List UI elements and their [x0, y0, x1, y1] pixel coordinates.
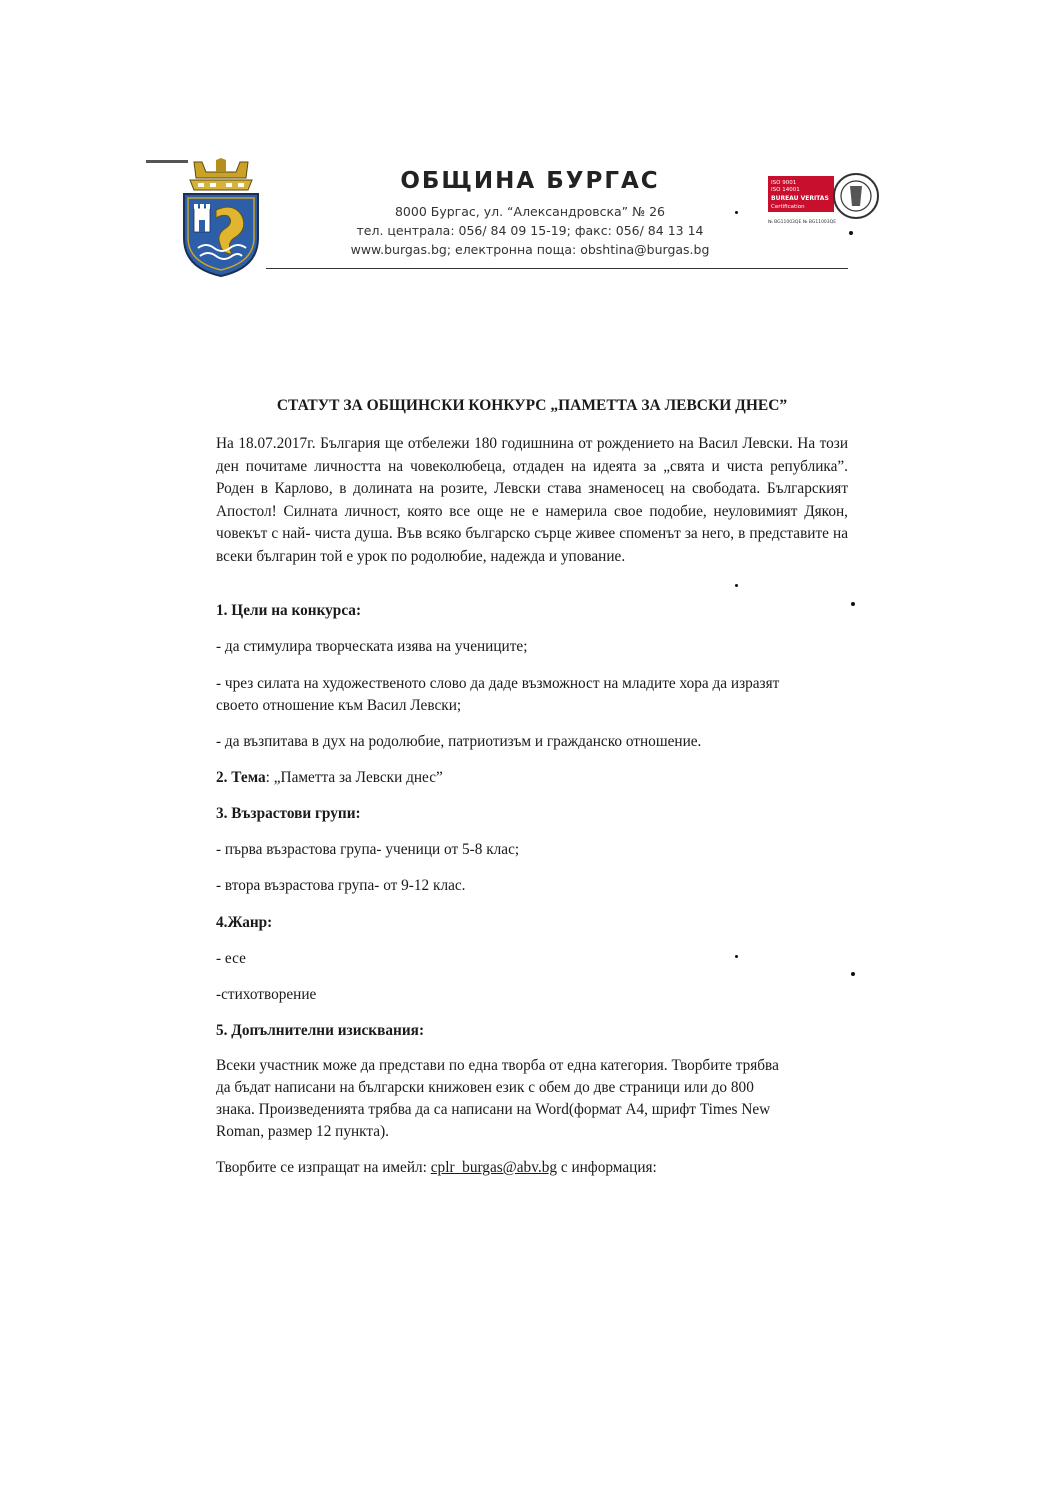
- document-title: СТАТУТ ЗА ОБЩИНСКИ КОНКУРС „ПАМЕТТА ЗА ЛЕВСКИ ДНЕС”: [276, 397, 788, 414]
- scan-speck: [851, 972, 855, 976]
- scan-speck: [849, 231, 853, 235]
- section-1-item: - да възпитава в дух на родолюбие, патриотизъм и гражданско отношение.: [216, 733, 702, 750]
- section-1-item: - да стимулира творческата изява на учениците;: [216, 638, 528, 655]
- section-4-item: -стихотворение: [216, 986, 317, 1003]
- section-2-line: [216, 767, 856, 790]
- section-5-text: знака. Произведенията трябва да са написани на Word(формат А4, шрифт Times New: [216, 1101, 771, 1118]
- submission-line: [216, 1157, 856, 1180]
- section-3-item: - първа възрастова група- ученици от 5-8 клас;: [216, 841, 520, 858]
- section-3-heading: 3. Възрастови групи:: [216, 805, 361, 822]
- submission-email-link[interactable]: cplr_burgas@abv.bg: [430, 1159, 557, 1176]
- web-email-line: www.burgas.bg; електронна поща: obshtina@burgas.bg: [350, 242, 710, 257]
- submission-suffix: с информация:: [557, 1159, 657, 1176]
- section-2-text: : „Паметта за Левски днес”: [265, 769, 443, 786]
- section-2-heading: 2. Тема: [216, 769, 266, 786]
- section-4-item: - есе: [216, 950, 246, 967]
- section-5-heading: 5. Допълнителни изисквания:: [216, 1022, 425, 1039]
- section-5-text: Roman, размер 12 пункта).: [216, 1123, 389, 1140]
- section-5-text: да бъдат написани на български книжовен език с обем до две страници или до 800: [216, 1079, 754, 1096]
- section-3-item: - втора възрастова група- от 9-12 клас.: [216, 877, 466, 894]
- section-4-heading: 4.Жанр:: [216, 914, 273, 931]
- svg-text:BUREAU VERITAS: BUREAU VERITAS: [771, 195, 829, 202]
- submission-prefix: Творбите се изпращат на имейл:: [216, 1159, 431, 1176]
- scan-speck: [735, 584, 738, 587]
- section-1-heading: 1. Цели на конкурса:: [216, 602, 362, 619]
- svg-text:ISO 14001: ISO 14001: [771, 187, 800, 193]
- phone-line: тел. централа: 056/ 84 09 15-19; факс: 056/ 84 13 14: [356, 223, 704, 238]
- svg-text:Certification: Certification: [771, 204, 805, 210]
- bureau-veritas-certification-logo: [768, 172, 886, 226]
- scan-speck: [735, 211, 738, 214]
- header-divider: [266, 268, 848, 269]
- section-5-text: Всеки участник може да представи по една творба от една категория. Творбите трябва: [216, 1057, 779, 1074]
- scan-speck: [851, 602, 855, 606]
- svg-text:ISO 9001: ISO 9001: [771, 180, 797, 186]
- section-1-item: - чрез силата на художественото слово да даде възможност на младите хора да изразят: [216, 675, 780, 692]
- org-name: ОБЩИНА БУРГАС: [400, 168, 660, 194]
- address-line: 8000 Бургас, ул. “Александровска” № 26: [394, 204, 666, 219]
- intro-paragraph: На 18.07.2017г. България ще отбележи 180 годишнина от рождението на Васил Левски. На този ден почитаме личността на човеколюбеца, отдаден на идеята за „свята и чиста република”. Роден в Карлово, в долината на розите, Левски става знаменосец на свободата. Българският Апостол! Силната личност, която все още не е намерила свое подобие, неуловимият Дякон, човекът с най- чиста душа. Във всяко българско сърце живее споменът за него, в представите на всеки българин той е урок по родолюбие, надежда и упование.: [216, 435, 848, 565]
- scan-speck: [735, 955, 738, 958]
- burgas-crest-icon: [176, 158, 266, 278]
- svg-text:№ BG11003QE № BG11003QE: № BG11003QE № BG11003QE: [768, 220, 837, 225]
- section-1-item-continuation: своето отношение към Васил Левски;: [216, 697, 462, 714]
